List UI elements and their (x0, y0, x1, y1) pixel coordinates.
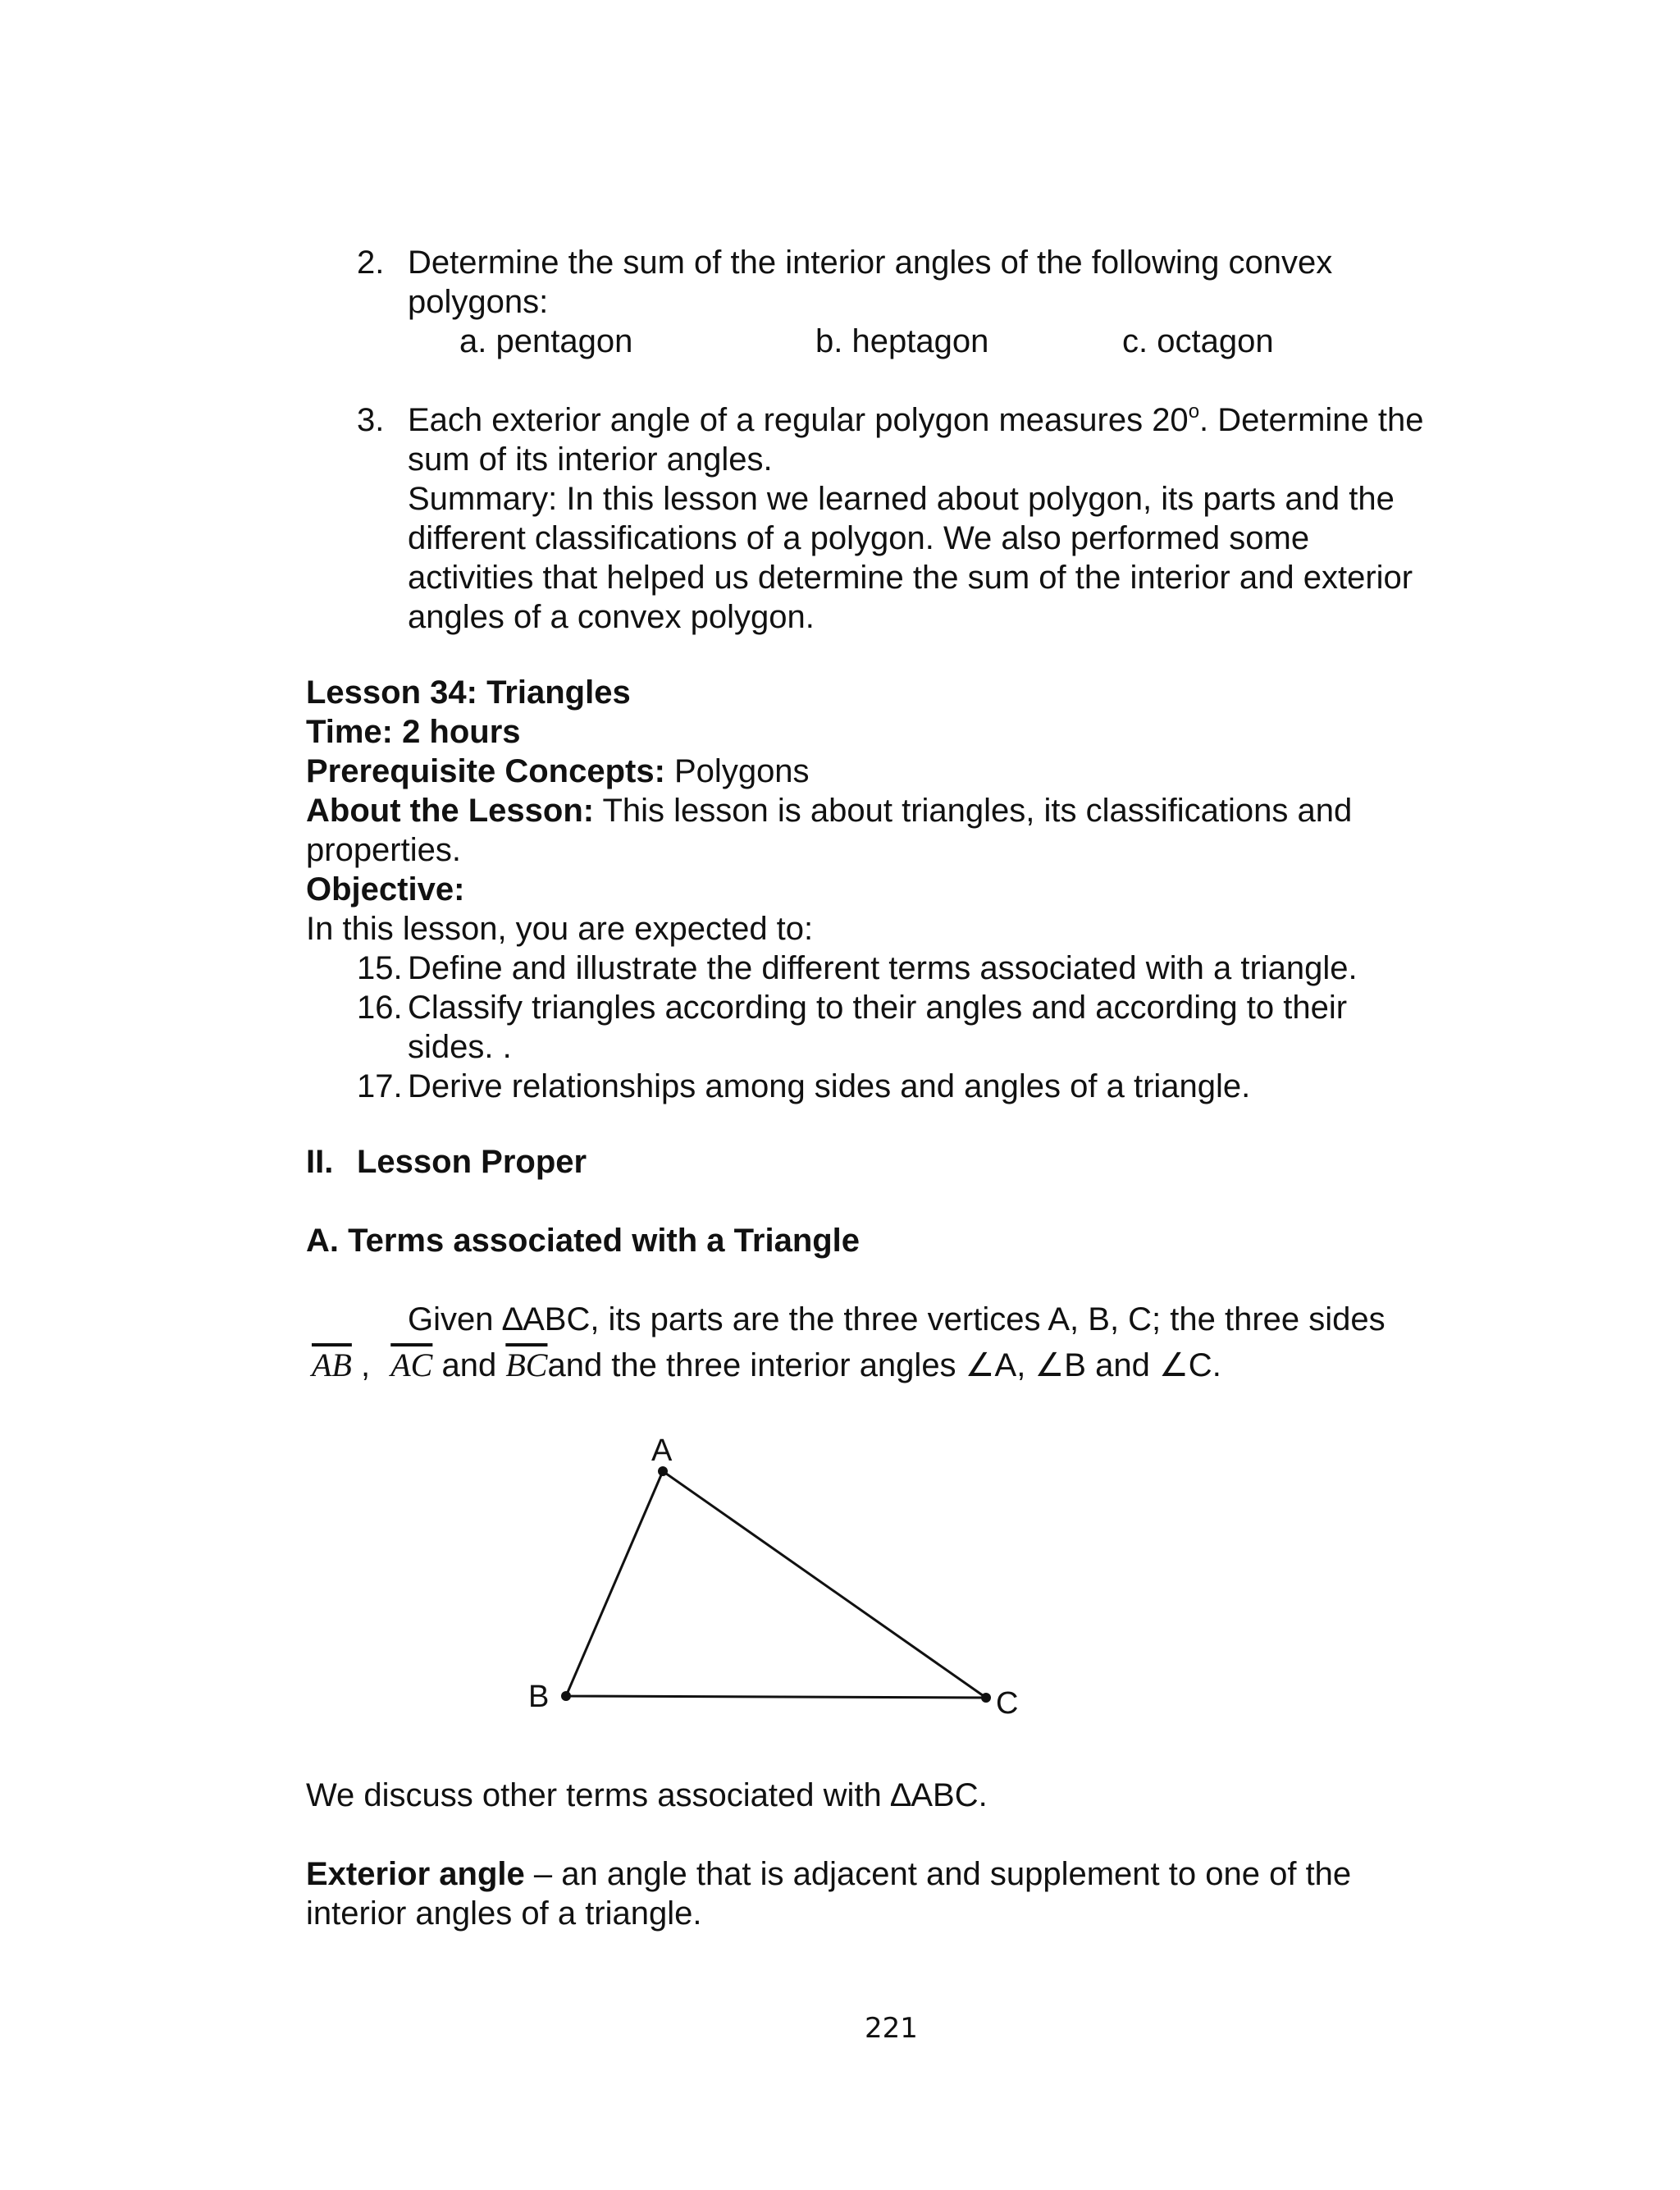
objective-intro: In this lesson, you are expected to: (306, 911, 814, 947)
exercise-2b: b. heptagon (815, 323, 989, 359)
exterior-angle-definition-cont: interior angles of a triangle. (306, 1895, 702, 1932)
objective-label: Objective: (306, 871, 465, 908)
triangle-abc (566, 1471, 986, 1698)
segment-ac: $\overline{AC}$ (390, 1346, 433, 1383)
objective-16-text-cont: sides. . (408, 1029, 512, 1065)
lesson-time: Time: 2 hours (306, 714, 521, 750)
about-lesson-cont: properties. (306, 832, 461, 868)
exercise-2-text-cont: polygons: (408, 284, 549, 320)
degree-mark: o (1188, 400, 1200, 423)
segment-bc: $\overline{BC}$ (505, 1346, 548, 1383)
segment-ab: $\overline{AB}$ (312, 1346, 352, 1383)
exercise-3-text: Each exterior angle of a regular polygon measures 20$^o$. Determine the (408, 400, 1424, 438)
objective-15-text: Define and illustrate the different terms associated with a triangle. (408, 950, 1358, 986)
exercise-3-number: 3. (357, 402, 385, 438)
objective-16-text: Classify triangles according to their angles and according to their (408, 990, 1348, 1026)
summary-line-2: different classifications of a polygon. We also performed some (408, 520, 1310, 556)
triangle-abc-figure (492, 1420, 1066, 1740)
exercise-2c: c. octagon (1122, 323, 1274, 359)
summary-line-4: angles of a convex polygon. (408, 599, 815, 635)
discuss-line: We discuss other terms associated with ∆ABC. (306, 1777, 988, 1813)
objective-17-number: 17. (357, 1068, 403, 1104)
summary-line-3: activities that helped us determine the sum of the interior and exterior (408, 560, 1413, 596)
objective-15-number: 15. (357, 950, 403, 986)
exercise-2a: a. pentagon (459, 323, 633, 359)
exercise-3-text-cont: sum of its interior angles. (408, 441, 773, 478)
exterior-angle-definition: Exterior angle – an angle that is adjacent and supplement to one of the (306, 1856, 1352, 1892)
about-lesson: About the Lesson: This lesson is about triangles, its classifications and (306, 793, 1353, 829)
exercise-2-number: 2. (357, 245, 385, 281)
vertex-b-point (561, 1691, 571, 1701)
page-number: 221 (865, 2012, 918, 2045)
exterior-angle-term: Exterior angle (306, 1856, 525, 1892)
vertex-c-point (981, 1693, 991, 1703)
summary-line-1: Summary: In this lesson we learned about polygon, its parts and the (408, 481, 1395, 517)
prerequisite: Prerequisite Concepts: Polygons (306, 753, 810, 789)
section-2-number: II. (306, 1144, 334, 1180)
objective-16-number: 16. (357, 990, 403, 1026)
vertex-a-label: A (651, 1433, 673, 1468)
vertex-c-label: C (996, 1686, 1019, 1721)
given-line-2: $\overline{AB}$ , $\overline{AC}$ and $\overline{BC}and$ the three interior angles ∠A, ∠B and ∠C. (312, 1346, 1221, 1383)
section-2-title: Lesson Proper (357, 1144, 587, 1180)
objective-17-text: Derive relationships among sides and angles of a triangle. (408, 1068, 1251, 1104)
exercise-2-text: Determine the sum of the interior angles of the following convex (408, 245, 1333, 281)
given-line-1: Given ∆ABC, its parts are the three vertices A, B, C; the three sides (408, 1301, 1386, 1337)
lesson-title: Lesson 34: Triangles (306, 674, 631, 711)
section-a-title: A. Terms associated with a Triangle (306, 1223, 861, 1259)
vertex-b-label: B (528, 1680, 550, 1714)
